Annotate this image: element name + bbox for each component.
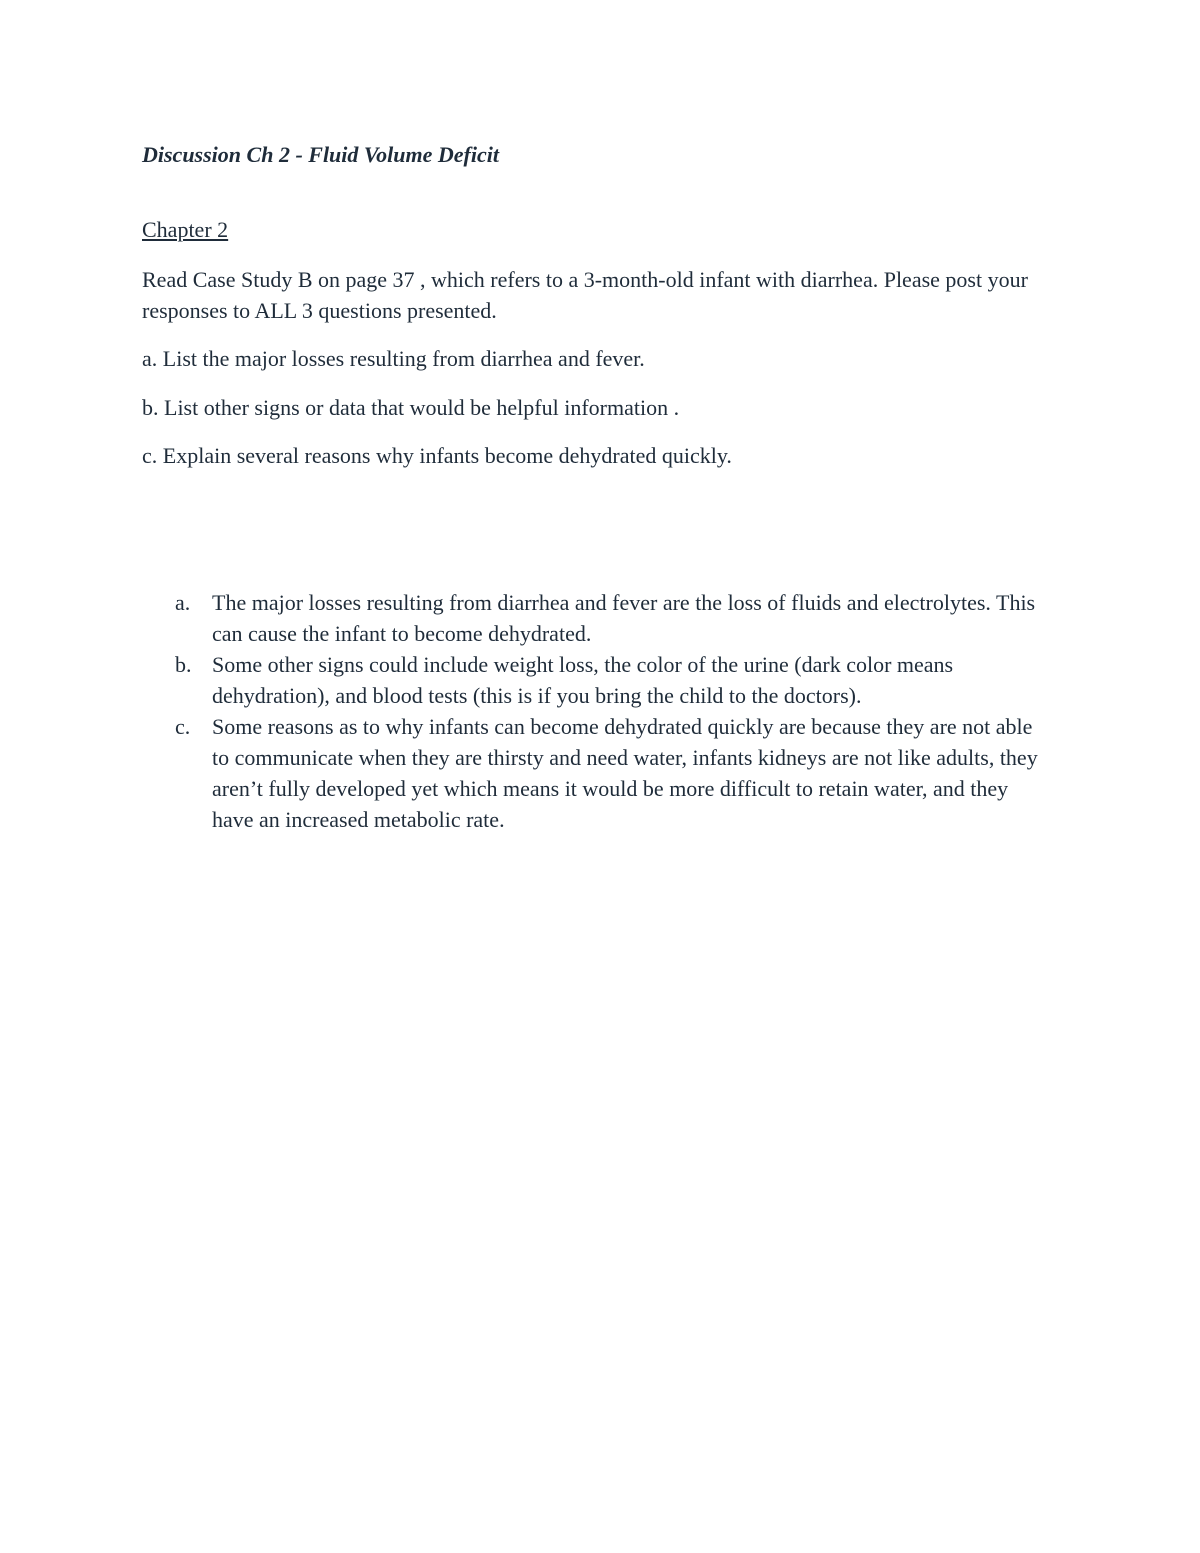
answer-item-a xyxy=(175,587,1055,649)
question-c: c. Explain several reasons why infants become dehydrated quickly. xyxy=(142,443,732,468)
document-title: Discussion Ch 2 - Fluid Volume Deficit xyxy=(142,142,499,167)
answer-item-b xyxy=(175,649,1055,711)
case-study-instructions: Read Case Study B on page 37 , which refers to a 3-month-old infant with diarrhea. Please post your responses to ALL 3 questions presented. xyxy=(142,267,1028,323)
answer-text-b: Some other signs could include weight loss, the color of the urine (dark color means dehydration), and blood tests (this is if you bring the child to the doctors). xyxy=(212,652,954,708)
answer-text-a: The major losses resulting from diarrhea and fever are the loss of fluids and electrolytes. This can cause the infant to become dehydrated. xyxy=(212,590,1036,646)
answer-text-c: Some reasons as to why infants can become dehydrated quickly are because they are not able to communicate when they are thirsty and need water, infants kidneys are not like adults, they aren’t fully developed yet which means it would be more difficult to retain water, and they have an increased metabolic rate. xyxy=(212,714,1038,832)
question-a: a. List the major losses resulting from diarrhea and fever. xyxy=(142,346,645,371)
question-b: b. List other signs or data that would be helpful information . xyxy=(142,395,680,420)
answer-marker-c: c. xyxy=(175,714,191,739)
chapter-heading: Chapter 2 xyxy=(142,217,229,242)
answer-list xyxy=(175,587,1055,835)
answer-marker-b: b. xyxy=(175,652,192,677)
answer-item-c xyxy=(175,711,1055,835)
answer-marker-a: a. xyxy=(175,590,191,615)
